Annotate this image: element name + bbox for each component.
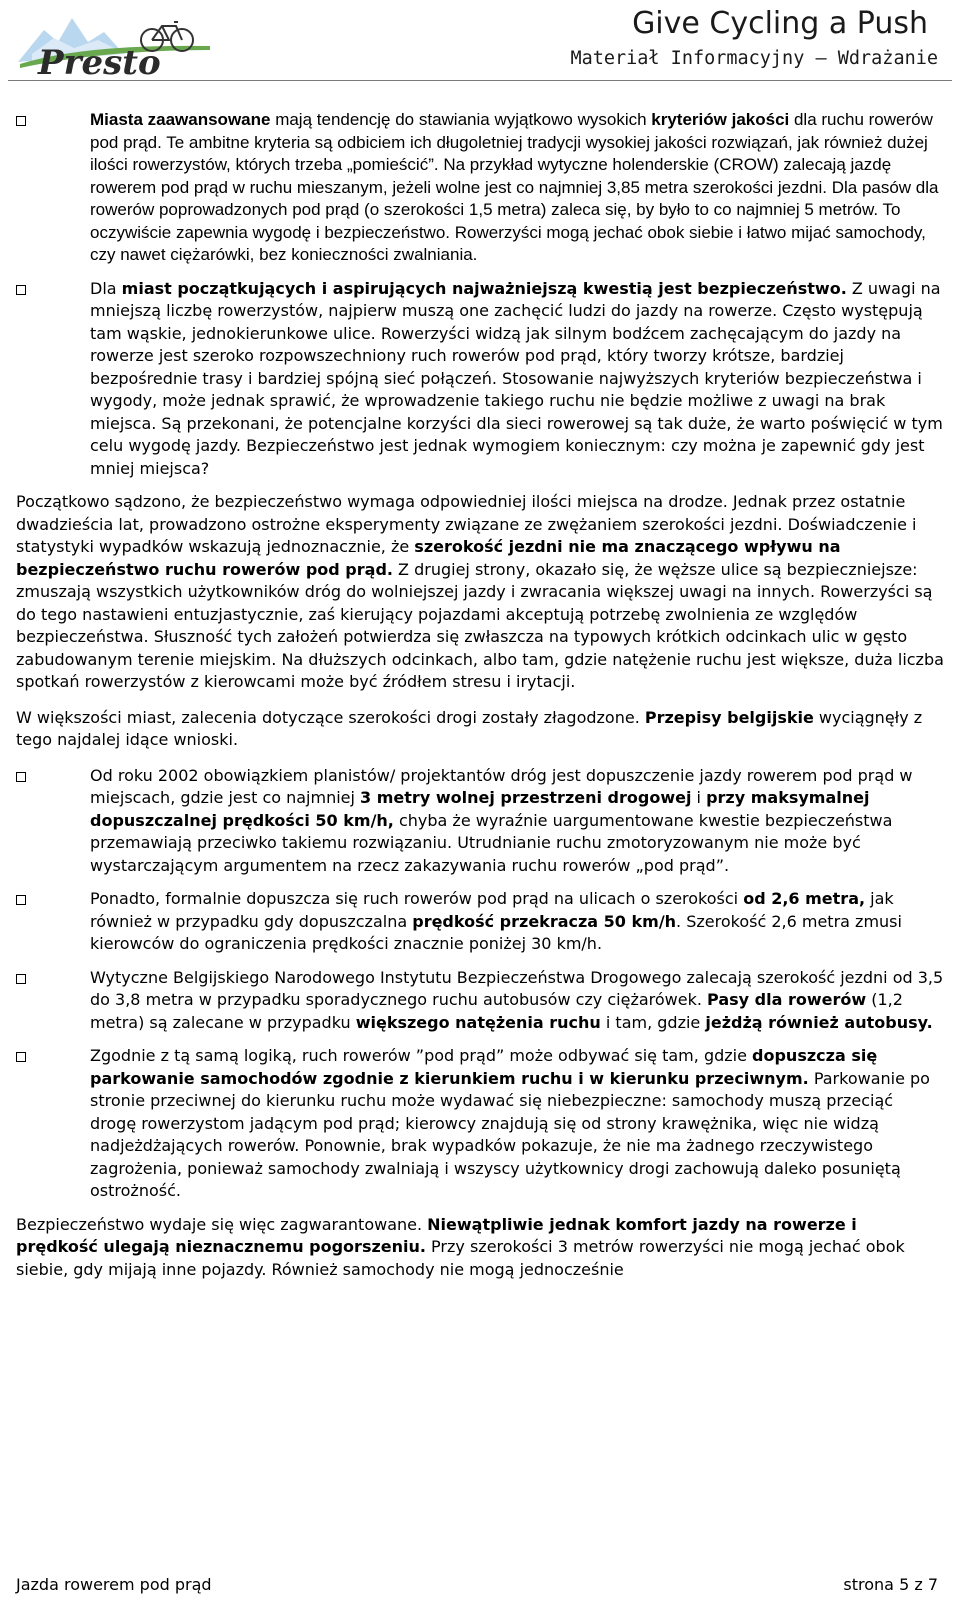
header-divider bbox=[8, 80, 952, 81]
bullet-item-2-6-metre bbox=[16, 888, 944, 956]
bullet-text bbox=[90, 765, 944, 878]
bold-text-run: przy maksymalnej dopuszczalnej prędkości 50 km/h, bbox=[90, 788, 870, 830]
bold-text-run: Miasta zaawansowane bbox=[90, 110, 271, 129]
bullet-text bbox=[90, 1045, 944, 1203]
svg-text:Presto: Presto bbox=[38, 43, 161, 78]
text-run: jak również w przypadku gdy dopuszczalna bbox=[90, 889, 894, 931]
bullet-item-guidelines bbox=[16, 967, 944, 1035]
text-run: Z drugiej strony, okazało się, że węższe ulice są bezpieczniejsze: zmuszają wszystkich użytkowników dróg do wolniejszej jazdy i zwracania większej uwagi na innych. Rowerzyści są do tego nastawieni entuzjastycznie, zaś kierujący pojazdami akceptują potrzebę zwolnienia ze względów bezpieczeństwa. Słuszność tych założeń potwierdza się zwłaszcza na typowych krótkich odcinkach ulic w gęsto zabudowanym terenie miejskim. Na dłuższych odcinkach, albo tam, gdzie natężenie ruchu jest większe, duża liczba spotkań rowerzystów z kierowcami może być źródłem stresu i irytacji. bbox=[16, 559, 944, 691]
checkbox-bullet-icon bbox=[16, 895, 26, 905]
text-run: Zgodnie z tą samą logiką, ruch rowerów ”pod prąd” może odbywać się tam, gdzie bbox=[90, 1046, 753, 1065]
text-run: dla ruchu rowerów pod prąd. Te ambitne kryteria są odbiciem ich długoletniej tradycji wysokiej jakości rozwiązań, jak również dużej ilości rowerzystów, których trzeba „pomieścić”. Na przykład wytyczne holenderskie (CROW) zalecają jazdę rowerem pod prąd w ruchu mieszanym, jeżeli wolne jest co najmniej 3,85 metra szerokości jezdni. Dla pasów dla rowerów poprowadzonych pod prąd (o szerokości 1,5 metra) zaleca się, by było to co najmniej 5 metrów. To oczywiście zapewnia wygodę i bezpieczeństwo. Rowerzyści mogą jechać obok siebie i łatwo mijać samochody, czy nawet ciężarówki, bez konieczności zwalniania. bbox=[90, 110, 939, 264]
text-run: Dla bbox=[90, 278, 122, 298]
text-run: Od roku 2002 obowiązkiem planistów/ projektantów dróg jest dopuszczenie jazdy rowerem pod prąd w miejscach, gdzie jest co najmniej bbox=[90, 765, 913, 807]
bold-text-run: Przepisy belgijskie bbox=[644, 707, 814, 727]
bold-text-run: szerokość jezdni nie ma znaczącego wpływu na bezpieczeństwo ruchu rowerów pod prąd. bbox=[16, 537, 841, 579]
text-run: Przy szerokości 3 metrów rowerzyści nie mogą jechać obok siebie, gdy mijają inne pojazdy. Również samochody nie mogą jednocześnie bbox=[16, 1237, 905, 1279]
text-run: wyciągnęły z tego najdalej idące wnioski. bbox=[16, 707, 923, 749]
paragraph-relaxed-rules bbox=[16, 707, 944, 752]
bold-text-run: 3 metry wolnej przestrzeni drogowej bbox=[360, 788, 692, 807]
bold-text-run: Niewątpliwie jednak komfort jazdy na rowerze i prędkość ulegają nieznacznemu pogorszeniu. bbox=[16, 1214, 857, 1256]
checkbox-bullet-icon bbox=[16, 116, 26, 126]
text-run: Wytyczne Belgijskiego Narodowego Instytutu Bezpieczeństwa Drogowego zalecają szerokość jezdni od 3,5 do 3,8 metra w przypadku sporadycznego ruchu autobusów czy ciężarówek. bbox=[90, 967, 944, 1009]
text-run: Bezpieczeństwo wydaje się więc zagwarantowane. bbox=[16, 1214, 428, 1234]
presto-logo bbox=[14, 2, 214, 82]
footer-page-number: strona 5 z 7 bbox=[843, 1575, 938, 1594]
text-run: . Szerokość 2,6 metra zmusi kierowców do ograniczenia prędkości znacznie poniżej 30 km/h. bbox=[90, 911, 902, 953]
bold-text-run: kryteriów jakości bbox=[651, 110, 790, 129]
bold-text-run: miast początkujących i aspirujących najważniejszą kwestią jest bezpieczeństwo. bbox=[121, 278, 847, 298]
bullet-text bbox=[90, 109, 944, 267]
text-run: Początkowo sądzono, że bezpieczeństwo wymaga odpowiedniej ilości miejsca na drodze. Jednak przez ostatnie dwadzieścia lat, prowadzono ostrożne eksperymenty związane ze zwężaniem szerokości jezdni. Doświadczenie i statystyki wypadków wskazują jednoznacznie, że bbox=[16, 492, 917, 556]
text-run: i bbox=[691, 788, 707, 807]
bullet-item-advanced-cities bbox=[16, 109, 944, 267]
text-run: Z uwagi na mniejszą liczbę rowerzystów, najpierw muszą one zachęcić ludzi do jazdy na rowerze. Często występują tam wąskie, jednokierunkowe ulice. Rowerzyści widzą jak silnym bodźcem zachęcającym do jazdy na rowerze jest szeroko rozpowszechniony ruch rowerów pod prąd, który tworzy krótsze, bardziej bezpośrednie trasy i bardziej spójną sieć połączeń. Stosowanie najwyższych kryteriów bezpieczeństwa i wygody, może jednak sprawić, że wprowadzenie takiego ruchu nie będzie możliwe z uwagi na brak miejsca. Są przekonani, że potencjalne korzyści dla sieci rowerowej są tak duże, że warto poświęcić w tym celu wygodę jazdy. Bezpieczeństwo jest jednak wymogiem koniecznym: czy można je zapewnić gdy jest mniej miejsca? bbox=[90, 278, 943, 478]
bold-text-run: prędkość przekracza 50 km/h bbox=[412, 911, 677, 931]
text-run: W większości miast, zalecenia dotyczące szerokości drogi zostały złagodzone. bbox=[16, 707, 645, 727]
bullet-item-parking bbox=[16, 1045, 944, 1203]
text-run: (1,2 metra) są zalecane w przypadku bbox=[90, 990, 903, 1032]
bullet-text bbox=[90, 888, 944, 956]
text-run: Parkowanie po stronie przeciwnej do kierunku ruchu może wydawać się niebezpieczne: samochody muszą przeciąć drogę rowerzystom jadącym pod prąd; kierowcy znajdują się od strony krawężnika, więc nie widzą nadjeżdżających rowerów. Ponownie, brak wypadków pokazuje, że nie ma żadnego rzeczywistego zagrożenia, ponieważ samochody zwalniają i wszyscy użytkownicy drogi zachowują daleko posuniętą ostrożność. bbox=[90, 1068, 930, 1200]
bullet-item-belgium-2002 bbox=[16, 765, 944, 878]
document-subtitle: Materiał Informacyjny – Wdrażanie bbox=[570, 48, 938, 69]
bullet-item-beginner-cities bbox=[16, 278, 944, 481]
bullet-text bbox=[90, 278, 944, 481]
checkbox-bullet-icon bbox=[16, 1052, 26, 1062]
page-header bbox=[0, 0, 960, 84]
text-run: mają tendencję do stawiania wyjątkowo wysokich bbox=[270, 110, 652, 129]
paragraph-safety-width bbox=[16, 491, 944, 694]
page-body bbox=[16, 109, 944, 1281]
document-title: Give Cycling a Push bbox=[632, 6, 928, 41]
text-run: chyba że wyraźnie uargumentowane kwestie bezpieczeństwa przemawiają przeciwko takiemu rozwiązaniu. Utrudnianie ruchu zmotoryzowanym nie może być wystarczającym argumentem na rzecz zakazywania ruchu rowerów „pod prąd”. bbox=[90, 810, 893, 875]
bold-text-run: dopuszcza się parkowanie samochodów zgodnie z kierunkiem ruchu i w kierunku przeciwnym. bbox=[90, 1046, 878, 1088]
text-run: i tam, gdzie bbox=[600, 1012, 706, 1032]
checkbox-bullet-icon bbox=[16, 772, 26, 782]
bold-text-run: Pasy dla rowerów bbox=[707, 990, 867, 1009]
footer-document-name: Jazda rowerem pod prąd bbox=[16, 1575, 212, 1594]
paragraph-comfort bbox=[16, 1214, 944, 1282]
bullet-text bbox=[90, 967, 944, 1035]
checkbox-bullet-icon bbox=[16, 285, 26, 295]
checkbox-bullet-icon bbox=[16, 974, 26, 984]
bold-text-run: jeżdżą również autobusy. bbox=[705, 1012, 933, 1032]
text-run: Ponadto, formalnie dopuszcza się ruch rowerów pod prąd na ulicach o szerokości bbox=[90, 889, 744, 908]
bold-text-run: od 2,6 metra, bbox=[743, 889, 866, 908]
bold-text-run: większego natężenia ruchu bbox=[355, 1012, 601, 1032]
